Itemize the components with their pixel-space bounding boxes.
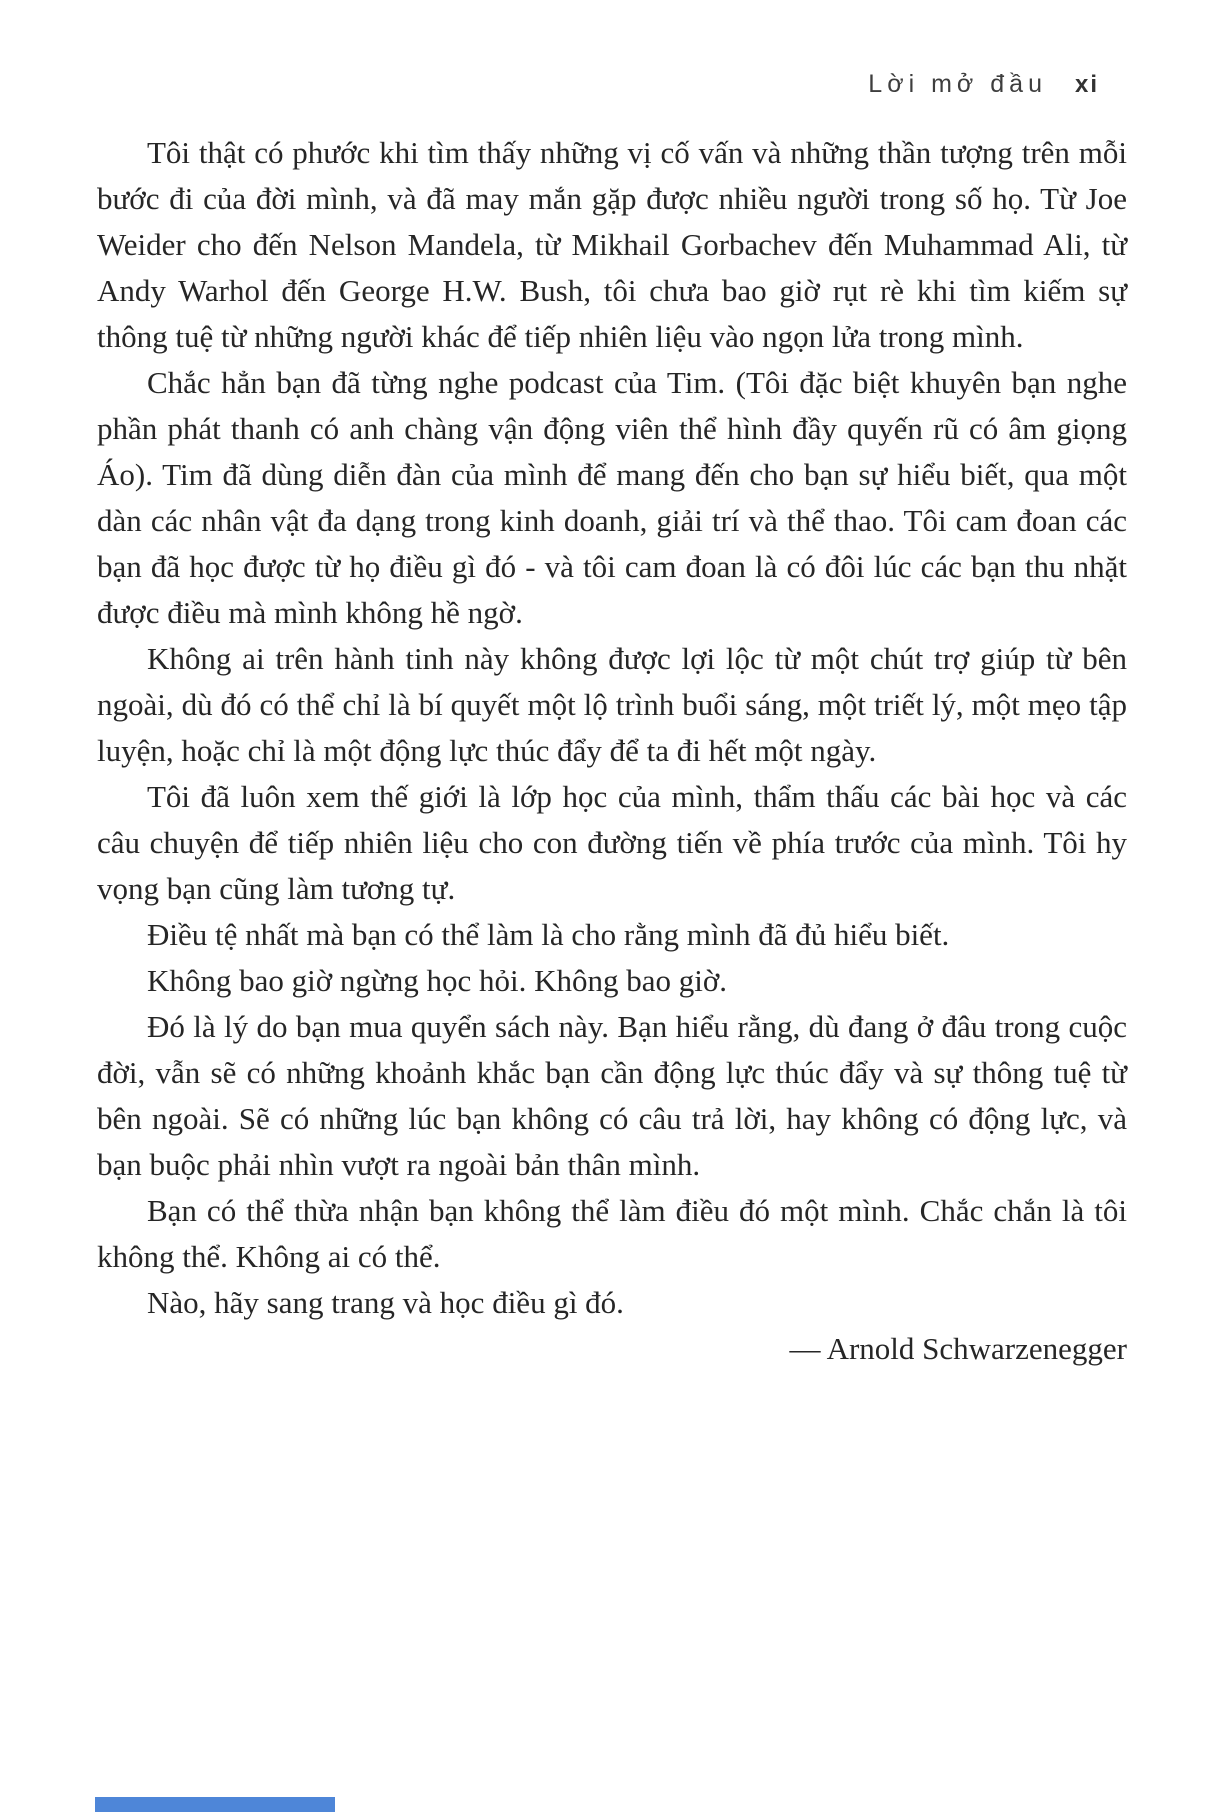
paragraph: Bạn có thể thừa nhận bạn không thể làm điều đó một mình. Chắc chắn là tôi không thể. Không ai có thể. [97, 1193, 1127, 1274]
author-signature: — Arnold Schwarzenegger [789, 1331, 1127, 1366]
paragraph: Nào, hãy sang trang và học điều gì đó. [147, 1285, 624, 1320]
paragraph: Tôi đã luôn xem thế giới là lớp học của mình, thẩm thấu các bài học và các câu chuyện để tiếp nhiên liệu cho con đường tiến về phía trước của mình. Tôi hy vọng bạn cũng làm tương tự. [97, 779, 1127, 906]
reading-progress-bar[interactable] [95, 1797, 335, 1812]
page-body-text [97, 130, 1127, 1372]
paragraph: Tôi thật có phước khi tìm thấy những vị cố vấn và những thần tượng trên mỗi bước đi của đời mình, và đã may mắn gặp được nhiều người trong số họ. Từ Joe Weider cho đến Nelson Mandela, từ Mikhail Gorbachev đến Muhammad Ali, từ Andy Warhol đến George H.W. Bush, tôi chưa bao giờ rụt rè khi tìm kiếm sự thông tuệ từ những người khác để tiếp nhiên liệu vào ngọn lửa trong mình. [97, 135, 1127, 354]
paragraph: Đó là lý do bạn mua quyển sách này. Bạn hiểu rằng, dù đang ở đâu trong cuộc đời, vẫn sẽ có những khoảnh khắc bạn cần động lực thúc đẩy và sự thông tuệ từ bên ngoài. Sẽ có những lúc bạn không có câu trả lời, hay không có động lực, và bạn buộc phải nhìn vượt ra ngoài bản thân mình. [97, 1009, 1127, 1182]
paragraph: Điều tệ nhất mà bạn có thể làm là cho rằng mình đã đủ hiểu biết. [147, 917, 950, 952]
page-number: xi [1074, 71, 1099, 98]
paragraph: Không ai trên hành tinh này không được lợi lộc từ một chút trợ giúp từ bên ngoài, dù đó có thể chỉ là bí quyết một lộ trình buổi sáng, một triết lý, một mẹo tập luyện, hoặc chỉ là một động lực thúc đẩy để ta đi hết một ngày. [97, 641, 1127, 768]
paragraph: Không bao giờ ngừng học hỏi. Không bao giờ. [147, 963, 727, 998]
paragraph: Chắc hẳn bạn đã từng nghe podcast của Tim. (Tôi đặc biệt khuyên bạn nghe phần phát thanh có anh chàng vận động viên thể hình đầy quyến rũ có âm giọng Áo). Tim đã dùng diễn đàn của mình để mang đến cho bạn sự hiểu biết, qua một dàn các nhân vật đa dạng trong kinh doanh, giải trí và thể thao. Tôi cam đoan các bạn đã học được từ họ điều gì đó - và tôi cam đoan là có đôi lúc các bạn thu nhặt được điều mà mình không hề ngờ. [97, 365, 1127, 630]
chapter-title: Lời mở đầu [868, 70, 1047, 98]
running-header [868, 70, 1099, 99]
